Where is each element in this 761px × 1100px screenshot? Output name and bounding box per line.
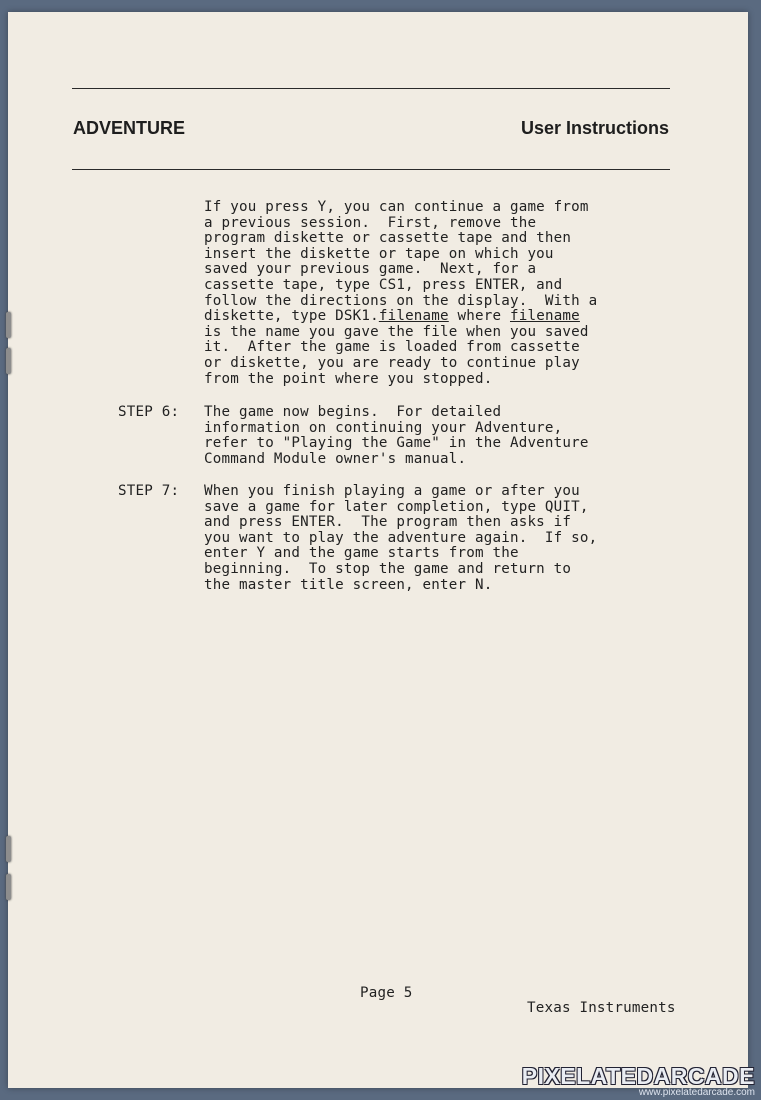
intro-text-1: If you press Y, you can continue a game from a previous session. First, remove the program diskette or cassette tape and then insert the diskette or tape on which you saved your previous game. Next, for a cassette tape, type CS1, press ENTER, and follow the directions on the display. With a diskette, type DSK1.	[204, 199, 598, 325]
intro-text-3: is the name you gave the file when you saved it. After the game is loaded from cassette or diskette, you are ready to continue play from the point where you stopped.	[204, 323, 589, 387]
binding-staple-bottom-1	[6, 836, 11, 862]
filename-term-2: filename	[509, 308, 580, 325]
header-bottom-rule	[72, 169, 670, 170]
step-7-text: When you finish playing a game or after you save a game for later completion, type QUIT, and press ENTER. The program then asks if you want to play the adventure again. If so, enter Y and the game starts from the beginning. To stop the game and return to the master title screen, enter N.	[204, 483, 598, 593]
binding-staple-bottom-2	[6, 874, 11, 900]
section-title: User Instructions	[520, 118, 669, 138]
binding-staple-top-1	[6, 312, 11, 338]
manual-title: ADVENTURE	[73, 118, 186, 138]
step-6-label: STEP 6:	[118, 404, 180, 420]
continue-game-paragraph	[204, 200, 664, 387]
document-page	[8, 12, 748, 1088]
watermark-url: www.pixelatedarcade.com	[638, 1087, 755, 1098]
watermark	[522, 1063, 755, 1098]
intro-text-2: where	[448, 308, 510, 325]
publisher-name: Texas Instruments	[527, 1000, 676, 1016]
header-top-rule	[72, 88, 670, 89]
filename-term-1: filename	[378, 308, 449, 325]
step-6-text: The game now begins. For detailed information on continuing your Adventure, refer to "Playing the Game" in the Adventure Command Module owner's manual.	[204, 404, 589, 467]
binding-staple-top-2	[6, 348, 11, 374]
page-number: Page 5	[360, 985, 413, 1001]
watermark-name: PIXELATEDARCADE	[521, 1063, 755, 1089]
step-7-label: STEP 7:	[118, 483, 180, 499]
